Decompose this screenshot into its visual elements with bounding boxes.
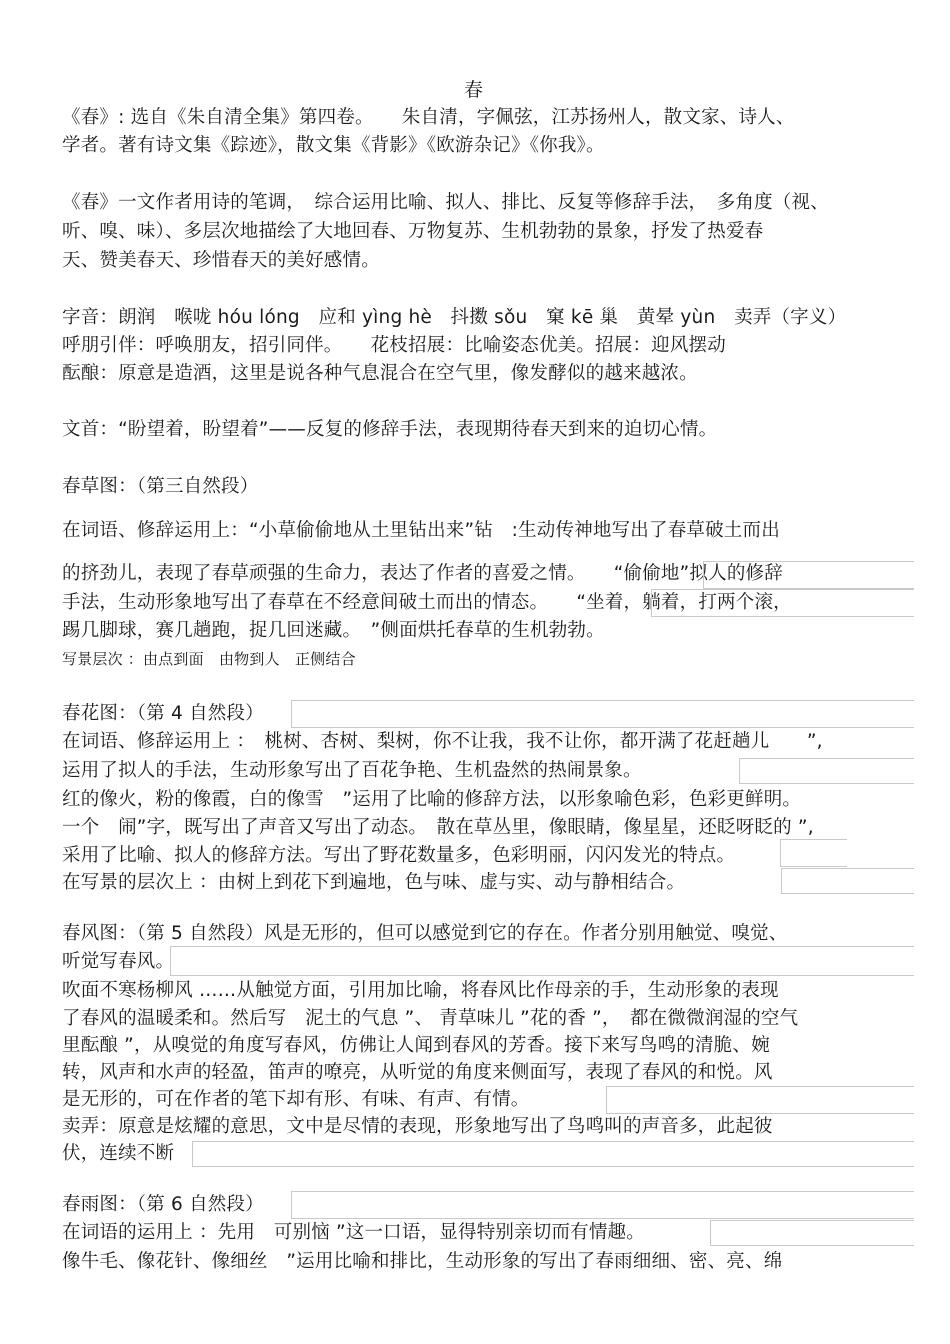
scan-frame bbox=[710, 1220, 914, 1246]
text-line: 在词语、修辞运用上：“小草偷偷地从土里钻出来”钻 :生动传神地写出了春草破土而出 bbox=[62, 520, 780, 541]
text-line: 了春风的温暖柔和。然后写 泥土的气息 ”、 青草味儿 ”花的香 ”， 都在微微润湿的空气 bbox=[62, 1008, 799, 1029]
scan-frame bbox=[651, 589, 914, 617]
scan-frame bbox=[291, 1191, 914, 1219]
text-line: 手法，生动形象地写出了春草在不经意间破土而出的情态。 “坐着，躺着，打两个滚， bbox=[62, 592, 792, 613]
text-line: 运用了拟人的手法，生动形象写出了百花争艳、生机盎然的热闹景象。 bbox=[62, 760, 642, 781]
section-heading: 春草图：（第三自然段） bbox=[62, 476, 259, 497]
scan-frame bbox=[291, 700, 914, 728]
text-line: 写景层次 ：由点到面 由物到人 正侧结合 bbox=[62, 650, 356, 668]
text-line: 的挤劲儿，表现了春草顽强的生命力，表达了作者的喜爱之情。 “偷偷地”拟人的修辞 bbox=[62, 563, 783, 584]
scan-frame bbox=[703, 561, 914, 589]
text-line: 红的像火，粉的像霞，白的像雪 ”运用了比喻的修辞方法，以形象喻色彩，色彩更鲜明。 bbox=[62, 789, 802, 810]
text-line: 踢几脚球，赛几趟跑，捉几回迷藏。 ”侧面烘托春草的生机勃勃。 bbox=[62, 620, 605, 641]
text-line: 里酝酿 ”，从嗅觉的角度写春风，仿佛让人闻到春风的芳香。接下来写鸟鸣的清脆、婉 bbox=[62, 1035, 770, 1056]
scan-frame bbox=[781, 868, 914, 894]
section-heading: 春风图：（第 5 自然段）风是无形的，但可以感觉到它的存在。作者分别用触觉、嗅觉、 bbox=[62, 923, 788, 944]
section-heading: 春花图：（第 4 自然段） bbox=[62, 703, 264, 724]
text-line: 《春》一文作者用诗的笔调， 综合运用比喻、拟人、排比、反复等修辞手法， 多角度（视、 bbox=[62, 192, 829, 213]
scan-frame bbox=[170, 946, 914, 976]
text-line: 天、赞美春天、珍惜春天的美好感情。 bbox=[62, 250, 380, 271]
text-line: 是无形的，可在作者的笔下却有形、有味、有声、有情。 bbox=[62, 1089, 530, 1110]
text-line: 《春》: 选自《朱自清全集》第四卷。 朱自清，字佩弦，江苏扬州人，散文家、诗人、 bbox=[62, 107, 795, 128]
text-line: 学者。著有诗文集《踪迹》，散文集《背影》《欧游杂记》《你我》。 bbox=[62, 135, 605, 156]
text-line: 像牛毛、像花针、像细丝 ”运用比喻和排比，生动形象的写出了春雨细细、密、亮、绵 bbox=[62, 1251, 783, 1272]
text-line: 吹面不寒杨柳风 ……从触觉方面，引用加比喻，将春风比作母亲的手，生动形象的表现 bbox=[62, 980, 779, 1001]
scan-frame bbox=[192, 1141, 914, 1167]
text-line: 采用了比喻、拟人的修辞方法。写出了野花数量多，色彩明丽，闪闪发光的特点。 bbox=[62, 845, 736, 866]
section-heading: 春雨图：（第 6 自然段） bbox=[62, 1194, 264, 1215]
text-line: 酝酿：原意是造酒，这里是说各种气息混合在空气里，像发酵似的越来越浓。 bbox=[62, 363, 698, 384]
text-line: 卖弄：原意是炫耀的意思，文中是尽情的表现，形象地写出了鸟鸣叫的声音多，此起彼 bbox=[62, 1116, 773, 1137]
text-line: 呼朋引伴：呼唤朋友，招引同伴。 花枝招展：比喻姿态优美。招展：迎风摆动 bbox=[62, 335, 726, 356]
text-line: 一个 闹”字，既写出了声音又写出了动态。 散在草丛里，像眼睛，像星星，还眨呀眨的 ”, bbox=[62, 817, 814, 838]
text-line: 听觉写春风。 bbox=[62, 951, 175, 972]
scan-frame bbox=[739, 758, 914, 784]
scan-frame bbox=[606, 1086, 914, 1114]
text-line: 在词语的运用上 ：先用 可别恼 ”这一口语，显得特别亲切而有情趣。 bbox=[62, 1222, 645, 1243]
text-line: 伏，连续不断 bbox=[62, 1143, 175, 1164]
text-line: 字音：朗润 喉咙 hóu lóng 应和 yìng hè 抖擞 sǒu 窠 kē 巢 黄晕 yùn 卖弄（字义） bbox=[62, 307, 847, 328]
text-line: 转，风声和水声的轻盈，笛声的嘹亮，从听觉的角度来侧面写，表现了春风的和悦。风 bbox=[62, 1062, 773, 1083]
scan-frame bbox=[780, 839, 847, 867]
text-line: 在写景的层次上 ：由树上到花下到遍地，色与味、虚与实、动与静相结合。 bbox=[62, 872, 686, 893]
text-line: 听、嗅、味）、多层次地描绘了大地回春、万物复苏、生机勃勃的景象，抒发了热爱春 bbox=[62, 221, 764, 242]
text-line: 在词语、修辞运用上 ： 桃树、杏树、梨树，你不让我，我不让你，都开满了花赶趟儿 ”, bbox=[62, 731, 823, 752]
page-title: 春 bbox=[464, 79, 484, 101]
text-line: 文首：“盼望着，盼望着”——反复的修辞手法，表现期待春天到来的迫切心情。 bbox=[62, 419, 718, 440]
